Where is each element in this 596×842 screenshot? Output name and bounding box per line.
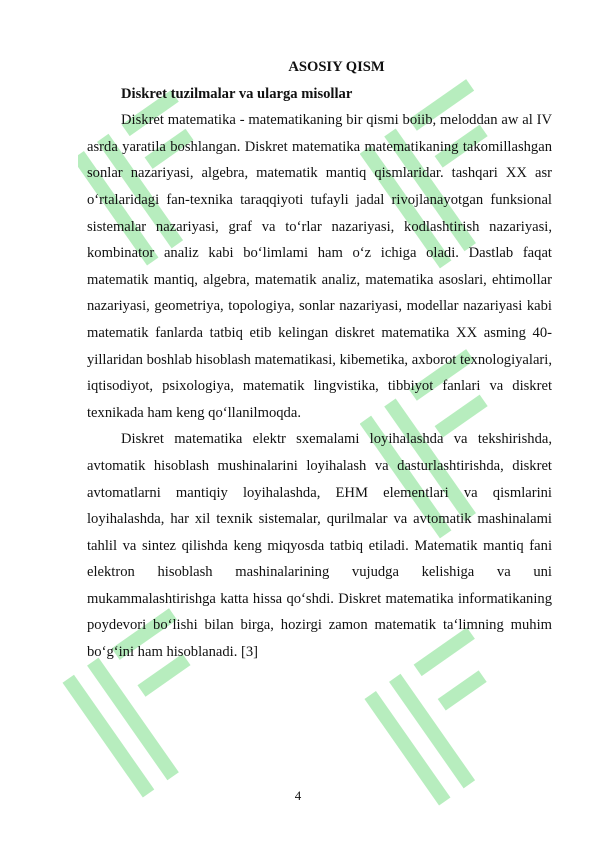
section-title: ASOSIY QISM: [288, 59, 385, 75]
paragraph-2: Diskret matematika elektr sxemalami loyihalashda va tekshirishda, avtomatik hisoblash mushinalarini loyihalash va dasturlashtirishda, diskret avtomatlarni mantiqiy loyihalashda, EHM elementlari va qismlarini loyihalashda, har xil texnik sistemalar, qurilmalar va avtomatik mashinalami tahlil va sintez qilishda keng miqyosda tatbiq etiladi. Matematik mantiq fani elektron hisoblash mashinalarining vujudga kelishiga va uni mukammalashtirishga katta hissa qo‘shdi. Diskret matematika informatikaning poydevori bo‘lishi bilan birga, hozirgi zamon matematik ta‘limning muhim bo‘g‘ini ham hisoblanadi. [3]: [87, 431, 552, 661]
paragraph-1: Diskret matematika - matematikaning bir qismi boiib, meloddan aw al IV asrda yaratila boshlangan. Diskret matematika matematikaning takomillashgan sonlar nazariyasi, algebra, matematik mantiq qismlaridar. tashqari XX asr o‘rtalaridagi fan-texnika taraqqiyoti tufayli jadal rivojlanayotgan funksional sistemalar nazariyasi, graf va to‘rlar nazariyasi, kodlashtirish nazariyasi, kombinator analiz kabi bo‘limlami ham o‘z ichiga oladi. Dastlab faqat matematik mantiq, algebra, matematik analiz, matematika asoslari, ehtimollar nazariyasi, geometriya, topologiya, sonlar nazariyasi, modellar nazariyasi kabi matematik fanlarda tatbiq etib kelingan diskret matematika XX asming 40- yillaridan boshlab hisoblash matematikasi, kibemetika, axborot texnologiyalari, iqtisodiyot, psixologiya, matematik lingvistika, tibbiyot fanlari va diskret texnikada ham keng qo‘llanilmoqda.: [87, 112, 552, 421]
page-number: 4: [294, 788, 302, 803]
document-body: [87, 54, 552, 666]
section-subtitle: Diskret tuzilmalar va ularga misollar: [121, 85, 353, 102]
